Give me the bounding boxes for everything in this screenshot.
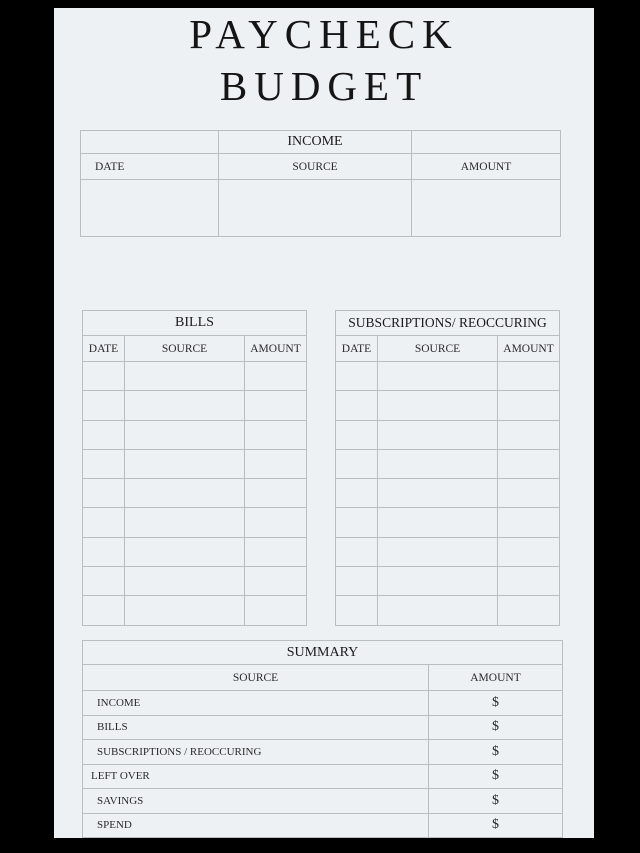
bills-amount-cell[interactable]: [245, 567, 307, 596]
bills-date-cell[interactable]: [83, 567, 125, 596]
subscriptions-col-date: DATE: [336, 336, 378, 362]
summary-row-label: INCOME: [83, 691, 429, 716]
income-date-cell[interactable]: [81, 180, 219, 237]
bills-row: [83, 537, 307, 566]
subscriptions-source-cell[interactable]: [378, 537, 498, 566]
summary-row: [83, 715, 563, 740]
summary-row-amount[interactable]: $: [429, 789, 563, 814]
subscriptions-source-cell[interactable]: [378, 508, 498, 537]
bills-amount-cell[interactable]: [245, 362, 307, 391]
subscriptions-col-amount: AMOUNT: [498, 336, 560, 362]
summary-heading: SUMMARY: [83, 641, 563, 665]
bills-date-cell[interactable]: [83, 537, 125, 566]
summary-row-amount[interactable]: $: [429, 715, 563, 740]
subscriptions-date-cell[interactable]: [336, 362, 378, 391]
summary-table: [82, 640, 563, 838]
bills-heading: BILLS: [83, 311, 307, 336]
page-title-line1: PAYCHECK: [189, 11, 459, 57]
summary-row-label: BILLS: [83, 715, 429, 740]
bills-row: [83, 508, 307, 537]
income-amount-cell[interactable]: [412, 180, 561, 237]
subscriptions-table: [335, 310, 560, 626]
bills-amount-cell[interactable]: [245, 420, 307, 449]
subscriptions-date-cell[interactable]: [336, 420, 378, 449]
subscriptions-row: [336, 362, 560, 391]
bills-date-cell[interactable]: [83, 362, 125, 391]
summary-row: [83, 789, 563, 814]
subscriptions-date-cell[interactable]: [336, 567, 378, 596]
bills-date-cell[interactable]: [83, 449, 125, 478]
subscriptions-amount-cell[interactable]: [498, 567, 560, 596]
summary-row-label: LEFT OVER: [83, 764, 429, 789]
bills-amount-cell[interactable]: [245, 508, 307, 537]
summary-row: [83, 691, 563, 716]
subscriptions-source-cell[interactable]: [378, 420, 498, 449]
subscriptions-row: [336, 479, 560, 508]
summary-row: [83, 740, 563, 765]
bills-date-cell[interactable]: [83, 508, 125, 537]
income-table: [80, 130, 561, 237]
income-col-source: SOURCE: [219, 154, 412, 180]
subscriptions-amount-cell[interactable]: [498, 420, 560, 449]
bills-source-cell[interactable]: [125, 420, 245, 449]
subscriptions-row: [336, 420, 560, 449]
subscriptions-source-cell[interactable]: [378, 567, 498, 596]
subscriptions-source-cell[interactable]: [378, 596, 498, 625]
bills-source-cell[interactable]: [125, 508, 245, 537]
bills-source-cell[interactable]: [125, 362, 245, 391]
bills-row: [83, 596, 307, 625]
subscriptions-row: [336, 449, 560, 478]
summary-row-amount[interactable]: $: [429, 691, 563, 716]
income-col-amount: AMOUNT: [412, 154, 561, 180]
bills-amount-cell[interactable]: [245, 596, 307, 625]
bills-table: [82, 310, 307, 626]
subscriptions-amount-cell[interactable]: [498, 479, 560, 508]
summary-row-label: SPEND: [83, 813, 429, 838]
budget-page: [54, 8, 594, 838]
bills-source-cell[interactable]: [125, 537, 245, 566]
subscriptions-source-cell[interactable]: [378, 479, 498, 508]
subscriptions-row: [336, 596, 560, 625]
bills-col-amount: AMOUNT: [245, 336, 307, 362]
summary-row: [83, 764, 563, 789]
bills-source-cell[interactable]: [125, 449, 245, 478]
subscriptions-source-cell[interactable]: [378, 449, 498, 478]
summary-row-amount[interactable]: $: [429, 813, 563, 838]
income-source-cell[interactable]: [219, 180, 412, 237]
summary-row-label: SUBSCRIPTIONS / REOCCURING: [83, 740, 429, 765]
bills-source-cell[interactable]: [125, 567, 245, 596]
bills-row: [83, 420, 307, 449]
subscriptions-date-cell[interactable]: [336, 508, 378, 537]
income-col-date: DATE: [81, 154, 219, 180]
bills-col-date: DATE: [83, 336, 125, 362]
bills-row: [83, 362, 307, 391]
subscriptions-row: [336, 391, 560, 420]
subscriptions-row: [336, 537, 560, 566]
subscriptions-date-cell[interactable]: [336, 479, 378, 508]
subscriptions-date-cell[interactable]: [336, 449, 378, 478]
bills-amount-cell[interactable]: [245, 391, 307, 420]
summary-row-amount[interactable]: $: [429, 764, 563, 789]
summary-col-source: SOURCE: [83, 665, 429, 691]
summary-row: [83, 813, 563, 838]
subscriptions-amount-cell[interactable]: [498, 449, 560, 478]
bills-row: [83, 449, 307, 478]
subscriptions-amount-cell[interactable]: [498, 362, 560, 391]
bills-row: [83, 567, 307, 596]
subscriptions-amount-cell[interactable]: [498, 596, 560, 625]
subscriptions-amount-cell[interactable]: [498, 508, 560, 537]
subscriptions-date-cell[interactable]: [336, 537, 378, 566]
subscriptions-date-cell[interactable]: [336, 596, 378, 625]
bills-row: [83, 479, 307, 508]
bills-source-cell[interactable]: [125, 596, 245, 625]
bills-amount-cell[interactable]: [245, 449, 307, 478]
subscriptions-row: [336, 508, 560, 537]
summary-row-amount[interactable]: $: [429, 740, 563, 765]
subscriptions-row: [336, 567, 560, 596]
bills-col-source: SOURCE: [125, 336, 245, 362]
bills-date-cell[interactable]: [83, 391, 125, 420]
bills-amount-cell[interactable]: [245, 537, 307, 566]
summary-row-label: SAVINGS: [83, 789, 429, 814]
income-heading: INCOME: [219, 131, 412, 154]
bills-date-cell[interactable]: [83, 479, 125, 508]
subscriptions-source-cell[interactable]: [378, 391, 498, 420]
subscriptions-amount-cell[interactable]: [498, 391, 560, 420]
subscriptions-date-cell[interactable]: [336, 391, 378, 420]
subscriptions-col-source: SOURCE: [378, 336, 498, 362]
bills-amount-cell[interactable]: [245, 479, 307, 508]
subscriptions-source-cell[interactable]: [378, 362, 498, 391]
bills-source-cell[interactable]: [125, 479, 245, 508]
bills-source-cell[interactable]: [125, 391, 245, 420]
subscriptions-amount-cell[interactable]: [498, 537, 560, 566]
summary-col-amount: AMOUNT: [429, 665, 563, 691]
page-title-line2: BUDGET: [219, 63, 429, 109]
bills-date-cell[interactable]: [83, 420, 125, 449]
bills-row: [83, 391, 307, 420]
subscriptions-heading: SUBSCRIPTIONS/ REOCCURING: [336, 311, 560, 336]
bills-date-cell[interactable]: [83, 596, 125, 625]
